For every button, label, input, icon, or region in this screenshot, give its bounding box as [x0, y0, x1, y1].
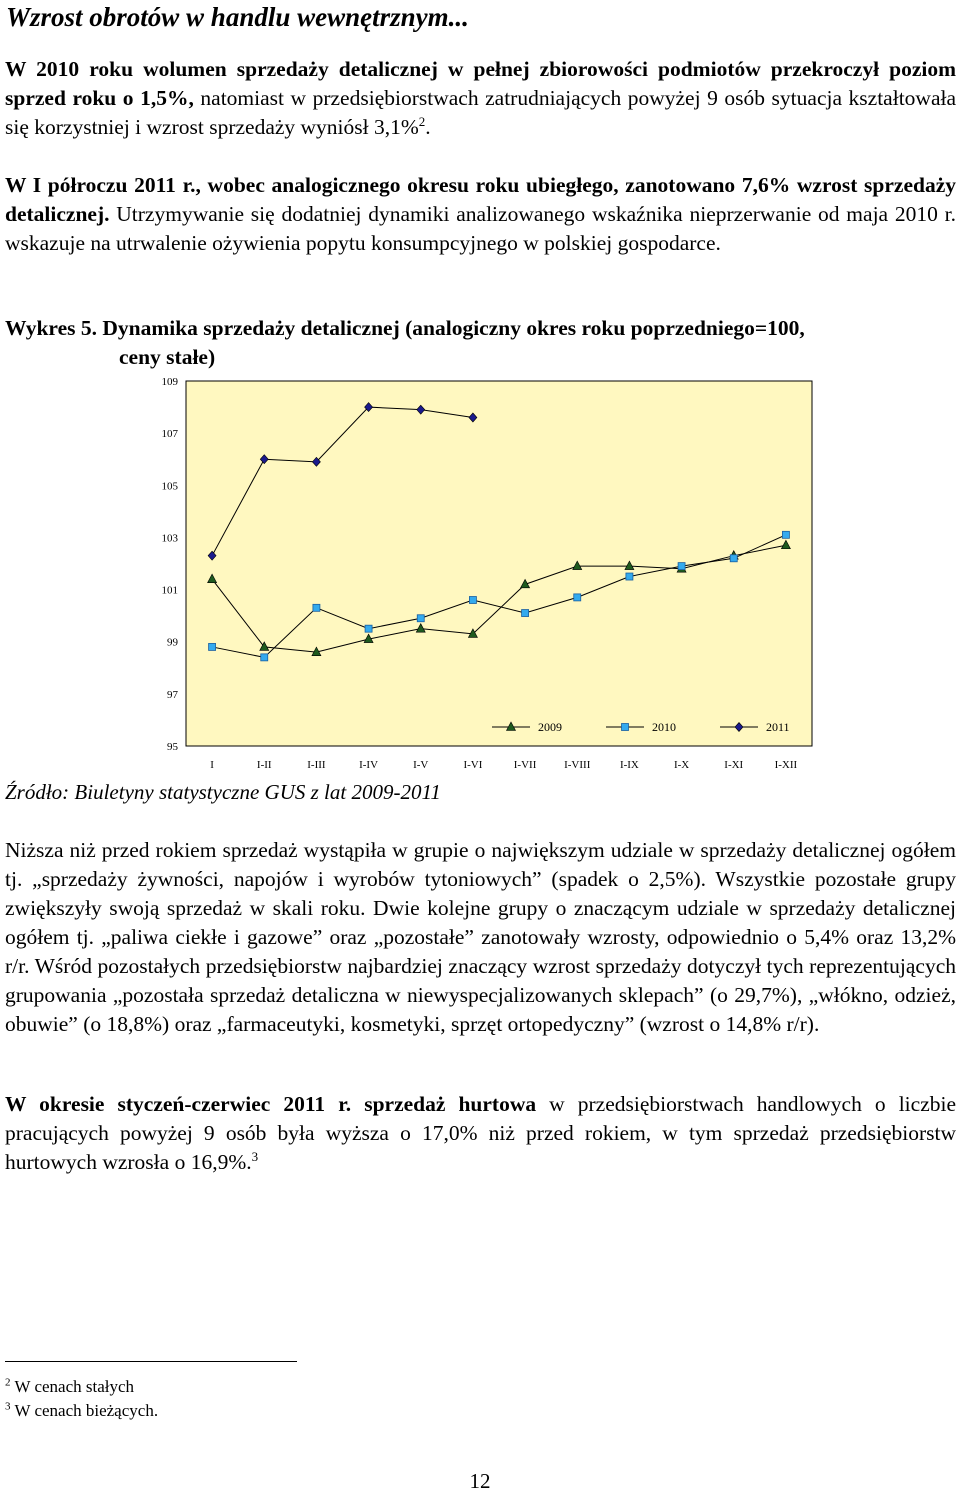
- paragraph-retail-2010: [5, 55, 956, 142]
- series-point-2010: [365, 625, 372, 632]
- legend-marker-2010: [622, 724, 629, 731]
- x-tick-label: I-II: [256, 759, 272, 771]
- footnote-3: [5, 1401, 158, 1421]
- x-tick-label: I-III: [307, 759, 326, 771]
- paragraph-text: w przedsiębiorstwach handlowych o liczbie pracujących powyżej 9 osób była wyższa o 17,0% niż przed rokiem, w tym sprzedaż przedsiębiorstw hurtowych wzrosła o 16,9%.: [5, 1092, 957, 1174]
- footnote-ref: 2: [418, 113, 426, 129]
- series-point-2010: [730, 555, 737, 562]
- section-heading: Wzrost obrotów w handlu wewnętrznym...: [6, 2, 469, 32]
- paragraph-retail-h1-2011: [5, 171, 956, 258]
- x-tick-label: I-X: [673, 759, 690, 771]
- chart-caption-line2: ceny stałe): [119, 345, 216, 369]
- series-point-2010: [626, 573, 633, 580]
- paragraph-text: natomiast w przedsiębiorstwach zatrudniających powyżej 9 osób sytuacja kształtowała się korzystniej i wzrost sprzedaży wyniósł 3,1%: [5, 86, 956, 139]
- series-point-2010: [574, 594, 581, 601]
- y-tick-label: 107: [161, 428, 178, 441]
- plot-area: [186, 381, 812, 746]
- y-tick-label: 105: [161, 480, 178, 493]
- footnote-ref: 3: [251, 1148, 259, 1164]
- footnote-number: 3: [5, 1400, 11, 1413]
- page-number: 12: [469, 1469, 491, 1493]
- x-tick-label: I-VII: [513, 759, 537, 771]
- y-tick-label: 101: [161, 584, 178, 597]
- chart-caption: [5, 314, 956, 372]
- paragraph-bold-lead: W okresie styczeń-czerwiec 2011 r. sprzedaż hurtowa: [5, 1092, 537, 1116]
- series-point-2010: [678, 563, 685, 570]
- x-tick-label: I-IV: [359, 759, 379, 771]
- y-tick-label: 97: [167, 688, 178, 701]
- series-point-2010: [469, 597, 476, 604]
- paragraph-bold-lead: W 2010 roku wolumen sprzedaży detalicznej w pełnej zbiorowości podmiotów przekroczył poziom sprzed roku o 1,5%,: [5, 57, 956, 110]
- series-point-2010: [522, 610, 529, 617]
- paragraph-end: .: [425, 115, 431, 139]
- x-tick-label: I-VIII: [564, 759, 591, 771]
- paragraph-retail-groups: Niższa niż przed rokiem sprzedaż wystąpiła w grupie o największym udziale w sprzedaży detalicznej ogółem tj. „sprzedaży żywności, napojów i wyrobów tytoniowych” (spadek o 2,5%). Wszystkie pozostałe grupy zwiększyły swoją sprzedaż w skali roku. Dwie kolejne grupy o znaczącym udziale w sprzedaży detalicznej ogółem tj. „paliwa ciekłe i gazowe” oraz „pozostałe” zanotowały wzrosty, odpowiednio o 5,4% oraz 13,2% r/r. Wśród pozostałych przedsiębiorstw najbardziej znaczący wzrost sprzedaży dotyczył tych reprezentujących grupowania „pozostała sprzedaż detaliczna w niewyspecjalizowanych sklepach” (o 29,7%), „włókno, odzież, obuwie” (o 18,8%) oraz „farmaceutyki, kosmetyki, sprzęt ortopedyczny” (wzrost o 14,8% r/r).: [5, 838, 956, 1036]
- paragraph-bold-lead: W I półroczu 2011 r., wobec analogicznego okresu roku ubiegłego, zanotowano 7,6% wzrost sprzedaży detalicznej.: [5, 173, 956, 226]
- series-point-2010: [417, 615, 424, 622]
- chart-caption-line1: Wykres 5. Dynamika sprzedaży detalicznej (analogiczny okres roku poprzedniego=100,: [5, 316, 805, 340]
- x-tick-label: I: [210, 759, 214, 771]
- y-tick-label: 103: [161, 532, 178, 545]
- y-tick-label: 95: [167, 741, 178, 753]
- chart-source: Źródło: Biuletyny statystyczne GUS z lat 2009-2011: [5, 780, 441, 804]
- series-point-2010: [261, 654, 268, 661]
- footnote-separator: [5, 1361, 297, 1362]
- x-tick-label: I-XII: [774, 759, 798, 771]
- legend-label-2009: 2009: [538, 720, 562, 734]
- footnote-text: W cenach stałych: [14, 1377, 135, 1396]
- series-point-2010: [313, 604, 320, 611]
- series-point-2010: [209, 643, 216, 650]
- x-tick-label: I-V: [413, 759, 429, 771]
- footnote-text: W cenach bieżących.: [14, 1401, 159, 1420]
- retail-dynamics-chart: [120, 375, 820, 785]
- footnote-2: [5, 1377, 134, 1397]
- y-tick-label: 99: [167, 636, 178, 649]
- legend-label-2010: 2010: [652, 720, 676, 734]
- y-tick-label: 109: [161, 376, 178, 388]
- legend-label-2011: 2011: [766, 720, 790, 734]
- footnote-number: 2: [5, 1376, 11, 1389]
- paragraph-wholesale: [5, 1090, 956, 1177]
- series-point-2010: [782, 531, 789, 538]
- x-tick-label: I-VI: [463, 759, 483, 771]
- x-tick-label: I-IX: [619, 759, 639, 771]
- chart-svg: [120, 375, 820, 785]
- x-tick-label: I-XI: [724, 759, 744, 771]
- paragraph-text: Utrzymywanie się dodatniej dynamiki analizowanego wskaźnika nieprzerwanie od maja 2010 r. wskazuje na utrwalenie ożywienia popytu konsumpcyjnego w polskiej gospodarce.: [5, 202, 956, 255]
